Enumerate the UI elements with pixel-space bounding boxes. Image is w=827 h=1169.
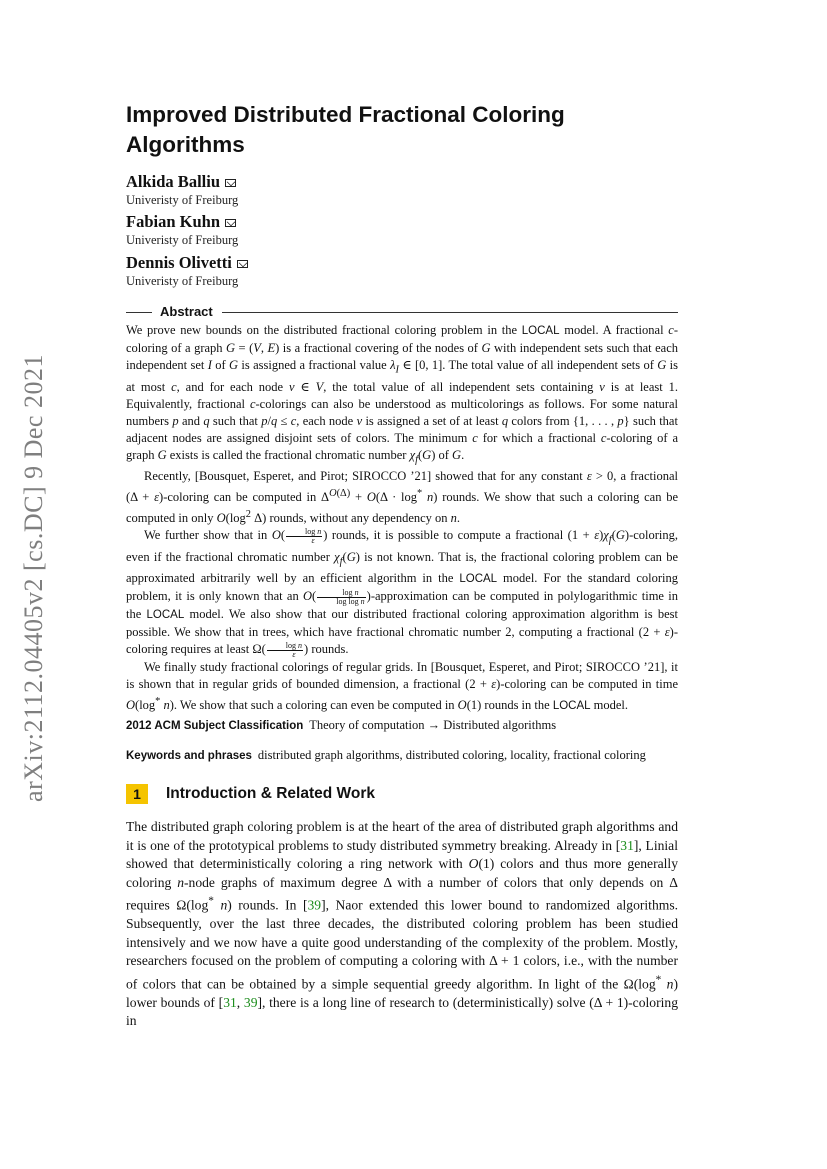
acm-label: 2012 ACM Subject Classification: [126, 720, 304, 732]
abstract-label: Abstract: [160, 304, 213, 319]
acm-classification: [126, 717, 678, 735]
author-name: Fabian Kuhn: [126, 212, 221, 231]
keywords: [126, 747, 678, 765]
divider: [126, 312, 152, 313]
paper-title: Improved Distributed Fractional Coloring Algorithms: [126, 102, 565, 157]
author-block: [126, 212, 238, 248]
citation-link[interactable]: 39: [307, 897, 322, 913]
envelope-icon[interactable]: [237, 260, 248, 268]
section-title: Introduction & Related Work: [166, 785, 375, 802]
abstract-paragraph: We further show that in O( $\frac{\text{log n}}{\varepsilon}$ ) rounds, it is possible to compute a fractional $(1 + \varepsilon)\chi_f(G)$-coloring, even if the fractional chromatic number $\chi_f(G)$ is not known. That is, the fractional coloring problem can be approximated arbitrarily well by an efficient algorithm in the LOCAL model. For the standard coloring problem, it is only known that an O( $\frac{\text{log n}}{\text{log log n}}$ )-approximation can be computed in polylogarithmic time in the LOCAL model. We also show that our distributed fractional coloring approximation algorithm is best possible. We show that in trees, which have fractional chromatic number 2, computing a fractional (2 + ε)-coloring requires at least Ω( $\frac{\text{log n}}{\varepsilon}$ ) rounds.: [126, 526, 679, 659]
author-affiliation: Univeristy of Freiburg: [126, 193, 239, 207]
body-paragraph: The distributed graph coloring problem is at the heart of the area of distributed graph algorithms and it is one of the prototypical problems to study distributed symmetry breaking. Already in [31], Linial showed that deterministically coloring a ring network with O(1) colors and thus more generally coloring n-node graphs of maximum degree Δ with a number of colors that only depends on Δ requires Ω(log* n) rounds. In [39], Naor extended this lower bound to randomized algorithms. Subsequently, over the last three decades, the distributed coloring problem has been studied intensively and we now have a quite good understanding of the complexity of the problem. Mostly, researchers focused on the problem of computing a coloring with Δ + 1 colors, i.e., with the number of colors that can be obtained by a simple sequential greedy algorithm. In light of the Ω(log* n) lower bounds of [31, 39], there is a long line of research to (deterministically) solve (Δ + 1)-coloring in: [126, 819, 679, 1029]
divider: [222, 312, 678, 313]
author-affiliation: Univeristy of Freiburg: [126, 233, 239, 247]
citation-link[interactable]: 39: [243, 994, 258, 1010]
section-number: 1: [126, 784, 148, 804]
section-heading: [126, 784, 375, 804]
author-name: Dennis Olivetti: [126, 253, 232, 272]
keywords-label: Keywords and phrases: [126, 750, 252, 762]
author-name: Alkida Balliu: [126, 172, 220, 191]
abstract-header: [126, 304, 678, 320]
abstract-paragraph: We prove new bounds on the distributed fractional coloring problem in the LOCAL model. A fractional c-coloring of a graph G = (V, E) is a fractional covering of the nodes of G with independent sets such that each independent set I of G is assigned a fractional value $\lambda_I$ ∈ [0, 1]. The total value of all independent sets of G is at most c, and for each node v ∈ V, the total value of all independent sets containing v is at least 1. Equivalently, fractional c-colorings can also be understood as multicolorings as follows. For some natural numbers p and q such that p/q ≤ c, each node v is assigned a set of at least q colors from {1, . . . , p} such that adjacent nodes are assigned disjoint sets of colors. The minimum c for which a fractional c-coloring of a graph G exists is called the fractional chromatic number $\chi_f(G)$ of G.: [126, 323, 679, 465]
envelope-icon[interactable]: [225, 179, 236, 187]
author-affiliation: Univeristy of Freiburg: [126, 274, 239, 288]
abstract-paragraph: Recently, [Bousquet, Esperet, and Pirot; SIROCCO ’21] showed that for any constant ε > 0, a fractional (Δ + ε)-coloring can be computed in $\Delta^{O(\Delta)} + O(\Delta \cdot \log^* n)$ rounds. We show that such a coloring can be computed in only $O(\log^2$ Δ) rounds, without any dependency on n.: [126, 469, 679, 526]
citation-link[interactable]: 31: [620, 837, 634, 853]
envelope-icon[interactable]: [225, 219, 236, 227]
acm-value: Theory of computation → Distributed algorithms: [309, 718, 557, 732]
author-block: [126, 172, 238, 208]
citation-link[interactable]: 31: [223, 994, 237, 1010]
abstract-body: [126, 322, 678, 715]
author-block: [126, 253, 248, 289]
keywords-value: distributed graph algorithms, distributed coloring, locality, fractional coloring: [257, 748, 646, 762]
section-body: [126, 818, 678, 1031]
abstract-paragraph: We finally study fractional colorings of regular grids. In [Bousquet, Esperet, and Pirot; SIROCCO ’21], it is shown that in regular grids of bounded dimension, a fractional (2 + ε)-coloring can be computed in time O(log* n). We show that such a coloring can even be computed in O(1) rounds in the LOCAL model.: [126, 659, 679, 712]
